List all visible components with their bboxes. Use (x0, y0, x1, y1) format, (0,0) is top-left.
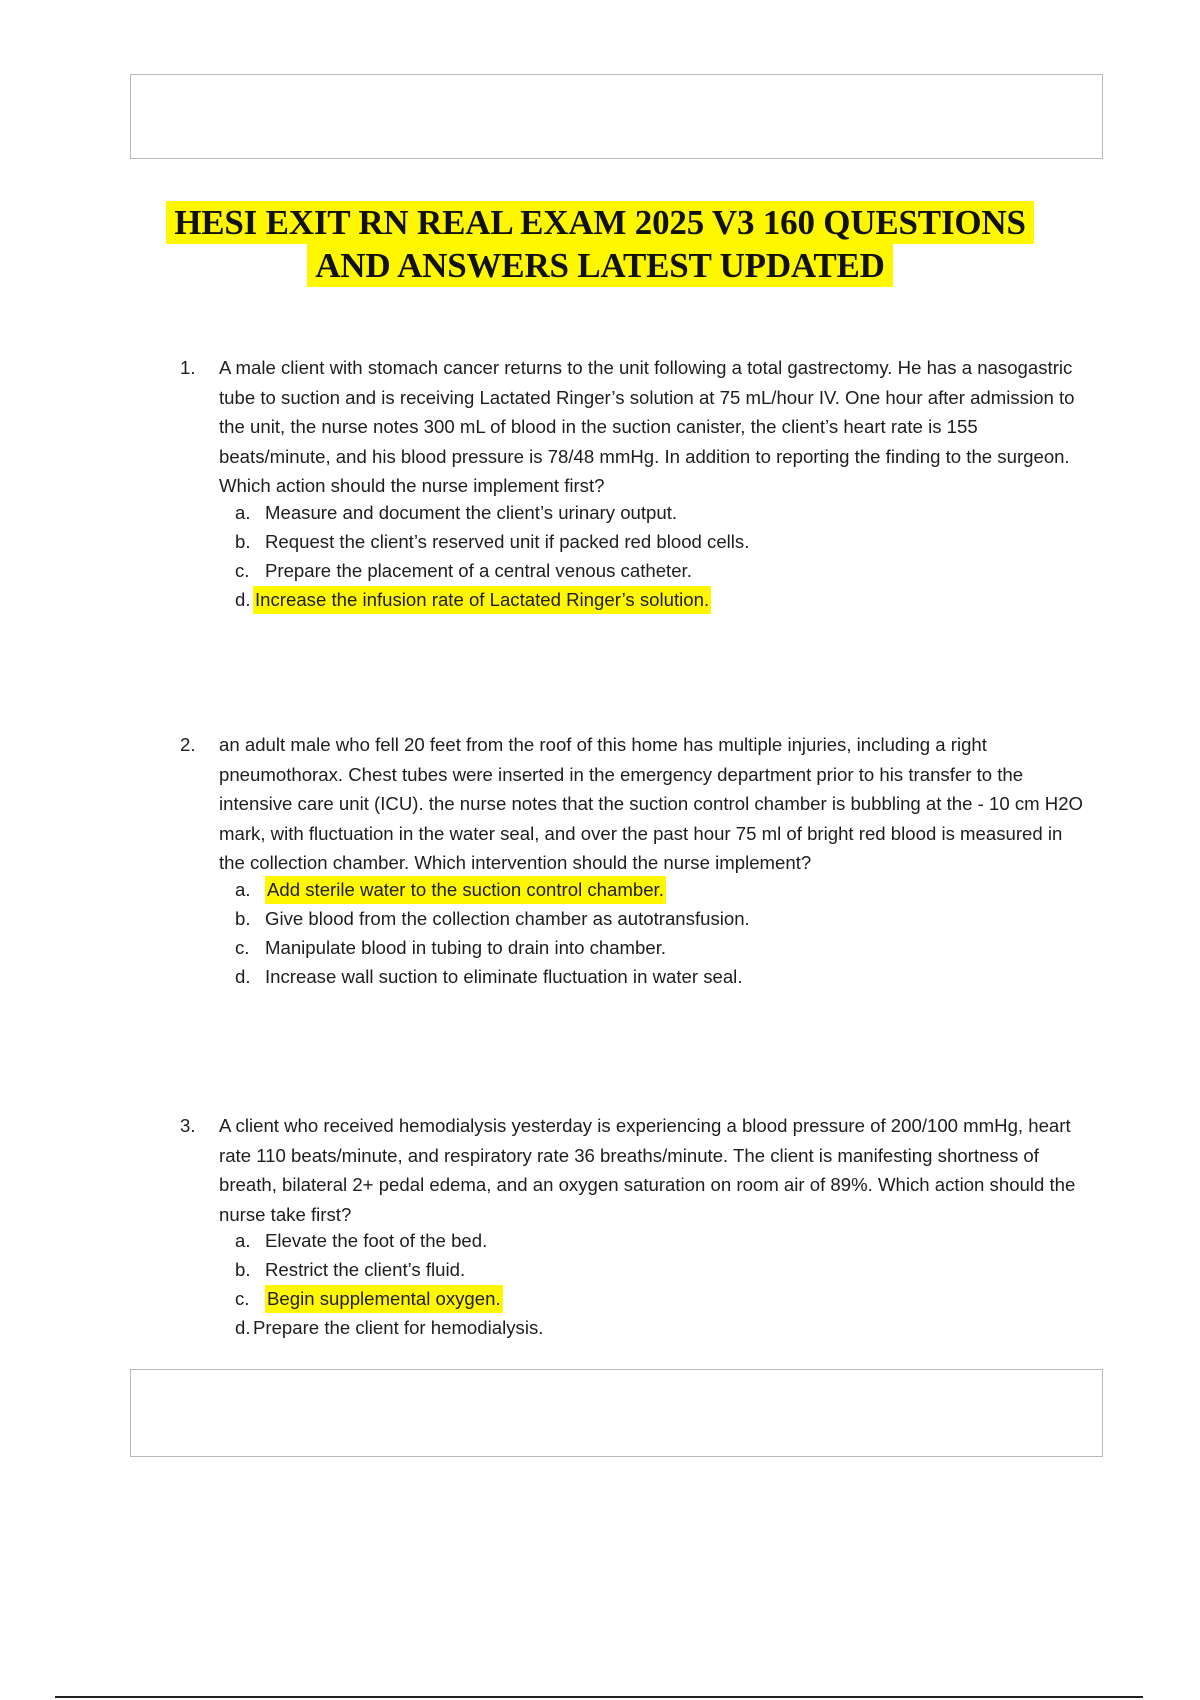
highlighted-answer: Add sterile water to the suction control chamber. (265, 876, 666, 904)
question-number: 2. (180, 734, 196, 755)
highlighted-answer: Begin supplemental oxygen. (265, 1285, 503, 1313)
option-text: Prepare the client for hemodialysis. (253, 1317, 544, 1338)
title-line-1: HESI EXIT RN REAL EXAM 2025 V3 160 QUESTIONS (166, 201, 1034, 244)
option-a (235, 1227, 1100, 1256)
option-letter: a. (235, 1230, 251, 1251)
question-1 (180, 353, 1100, 615)
footer-frame-box (130, 1369, 1103, 1457)
option-d-correct (235, 586, 1100, 615)
option-letter: a. (235, 878, 251, 900)
answer-options (235, 1227, 1100, 1343)
option-text: Restrict the client’s fluid. (265, 1259, 466, 1280)
option-letter: c. (235, 1288, 250, 1309)
question-2 (180, 730, 1100, 992)
question-stem: A male client with stomach cancer returns to the unit following a total gastrectomy. He has a nasogastric tube to suction and is receiving Lactated Ringer’s solution at 75 mL/hour IV. One hour after admission to the unit, the nurse notes 300 mL of blood in the suction canister, the client’s heart rate is 155 beats/minute, and his blood pressure is 78/48 mmHg. In addition to reporting the finding to the surgeon. Which action should the nurse implement first? (219, 357, 1075, 496)
option-letter: d. (235, 1317, 251, 1338)
option-letter: b. (235, 530, 251, 552)
option-text: Measure and document the client’s urinary output. (265, 501, 678, 523)
title-line-2: AND ANSWERS LATEST UPDATED (307, 244, 893, 287)
option-letter: d. (235, 965, 251, 987)
answer-options (235, 499, 1100, 615)
option-b (235, 528, 1100, 557)
answer-options (235, 876, 1100, 992)
question-stem: A client who received hemodialysis yesterday is experiencing a blood pressure of 200/100 mmHg, heart rate 110 beats/minute, and respiratory rate 36 breaths/minute. The client is manifesting shortness of breath, bilateral 2+ pedal edema, and an oxygen saturation on room air of 89%. Which action should the nurse take first? (219, 1115, 1076, 1225)
option-letter: c. (235, 559, 250, 581)
document-title (0, 201, 1200, 287)
option-c (235, 557, 1100, 586)
question-number: 1. (180, 357, 196, 378)
option-text: Give blood from the collection chamber as autotransfusion. (265, 907, 750, 929)
question-3 (180, 1111, 1100, 1343)
page-bottom-rule (55, 1696, 1143, 1698)
option-letter: c. (235, 936, 250, 958)
option-letter: d. (235, 588, 251, 610)
option-c (235, 934, 1100, 963)
option-b (235, 1256, 1100, 1285)
option-c-correct (235, 1285, 1100, 1314)
question-number: 3. (180, 1115, 196, 1136)
option-b (235, 905, 1100, 934)
header-frame-box (130, 74, 1103, 159)
option-d (235, 963, 1100, 992)
option-letter: a. (235, 501, 251, 523)
option-text: Elevate the foot of the bed. (265, 1230, 488, 1251)
option-letter: b. (235, 1259, 251, 1280)
option-text: Manipulate blood in tubing to drain into chamber. (265, 936, 667, 958)
option-letter: b. (235, 907, 251, 929)
option-text: Prepare the placement of a central venous catheter. (265, 559, 692, 581)
question-stem: an adult male who fell 20 feet from the roof of this home has multiple injuries, including a right pneumothorax. Chest tubes were inserted in the emergency department prior to his transfer to the intensive care unit (ICU). the nurse notes that the suction control chamber is bubbling at the - 10 cm H2O mark, with fluctuation in the water seal, and over the past hour 75 ml of bright red blood is measured in the collection chamber. Which intervention should the nurse implement? (219, 734, 1084, 873)
option-text: Request the client’s reserved unit if packed red blood cells. (265, 530, 750, 552)
option-d (235, 1314, 1100, 1343)
highlighted-answer: Increase the infusion rate of Lactated Ringer’s solution. (253, 586, 711, 614)
option-text: Increase wall suction to eliminate fluctuation in water seal. (265, 965, 743, 987)
option-a (235, 499, 1100, 528)
option-a-correct (235, 876, 1100, 905)
